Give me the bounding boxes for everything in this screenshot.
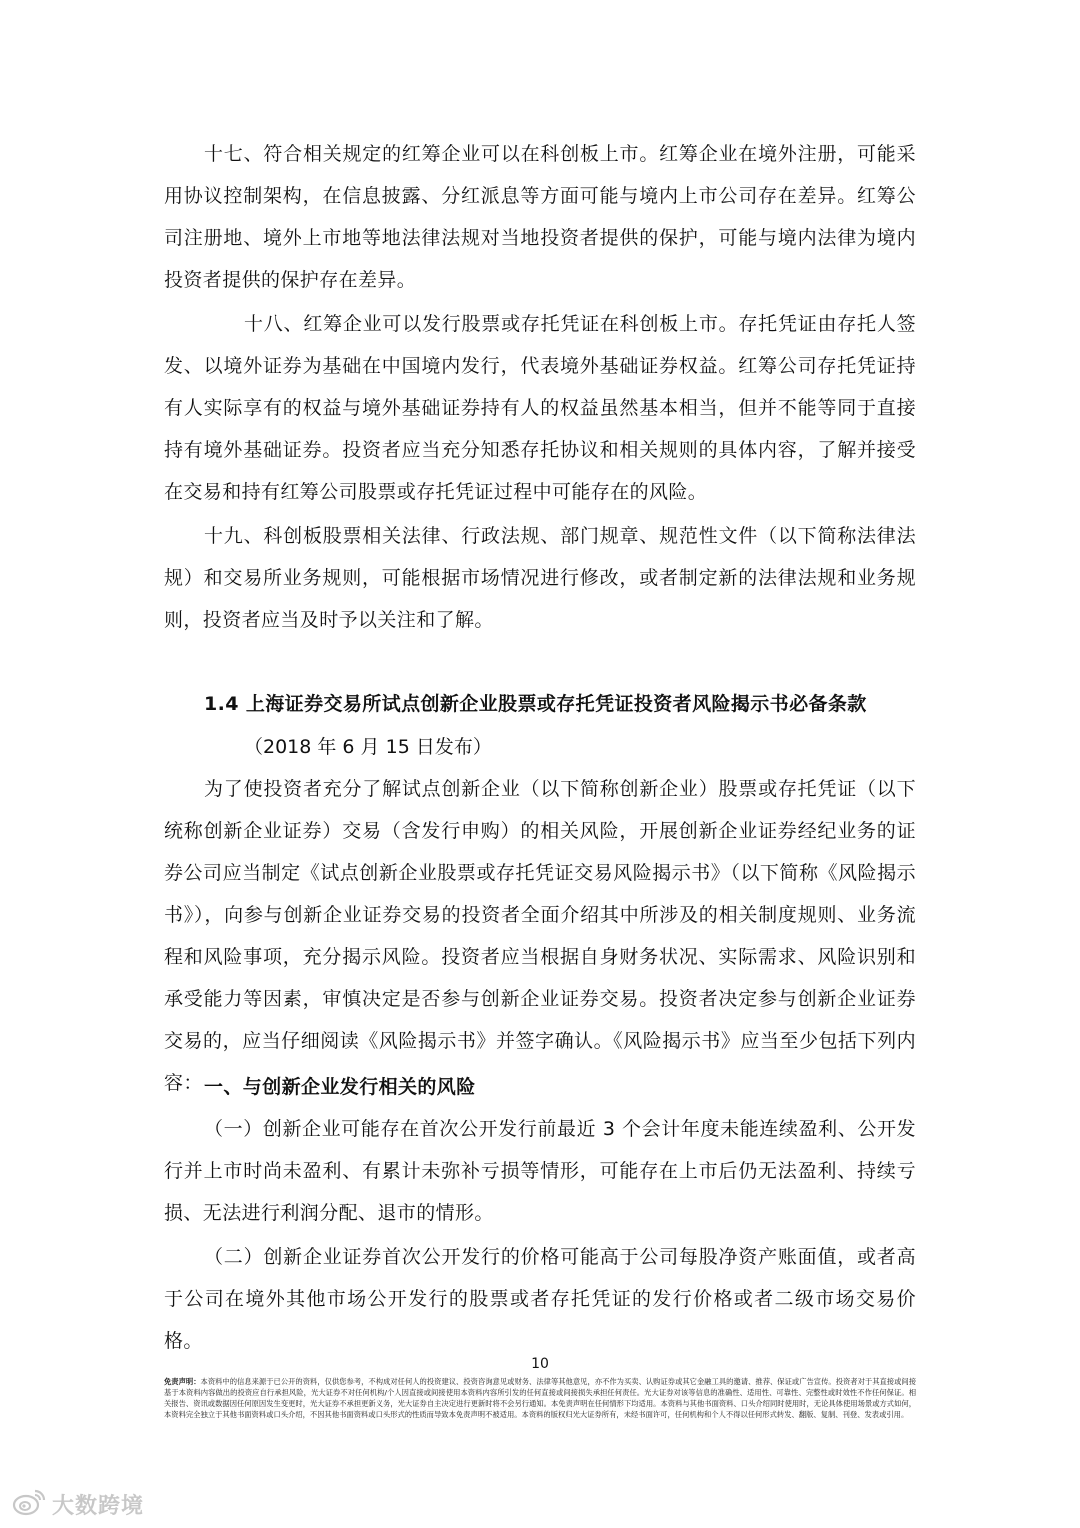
paragraph-17: 十七、符合相关规定的红筹企业可以在科创板上市。红筹企业在境外注册，可能采用协议控制架构，在信息披露、分红派息等方面可能与境内上市公司存在差异。红筹公司注册地、境外上市地等地法律法规对当地投资者提供的保护，可能与境内法律为境内投资者提供的保护存在差异。 — [164, 143, 916, 291]
weibo-logo-icon — [12, 1488, 46, 1520]
section-title: 1.4 上海证券交易所试点创新企业股票或存托凭证投资者风险揭示书必备条款 — [204, 693, 867, 715]
intro-paragraph: 为了使投资者充分了解试点创新企业（以下简称创新企业）股票或存托凭证（以下统称创新企业证券）交易（含发行申购）的相关风险，开展创新企业证券经纪业务的证券公司应当制定《试点创新企业股票或存托凭证交易风险揭示书》（以下简称《风险揭示书》），向参与创新企业证券交易的投资者全面介绍其中所涉及的相关制度规则、业务流程和风险事项，充分揭示风险。投资者应当根据自身财务状况、实际需求、风险识别和承受能力等因素，审慎决定是否参与创新企业证券交易。投资者决定参与创新企业证券交易的，应当仔细阅读《风险揭示书》并签字确认。《风险揭示书》应当至少包括下列内容： — [164, 778, 916, 1094]
watermark — [12, 1488, 144, 1520]
disclaimer — [164, 1376, 916, 1420]
watermark-text: 大数跨境 — [52, 1493, 145, 1519]
disclaimer-label: 免责声明： — [164, 1377, 201, 1386]
item-1: （一）创新企业可能存在首次公开发行前最近 3 个会计年度未能连续盈利、公开发行并上市时尚未盈利、有累计未弥补亏损等情形，可能存在上市后仍无法盈利、持续亏损、无法进行利润分配、退市的情形。 — [164, 1118, 916, 1224]
item-2: （二）创新企业证券首次公开发行的价格可能高于公司每股净资产账面值，或者高于公司在境外其他市场公开发行的股票或者存托凭证的发行价格或者二级市场交易价格。 — [164, 1246, 916, 1352]
subsection-title: 一、与创新企业发行相关的风险 — [204, 1076, 476, 1098]
paragraph-18: 十八、红筹企业可以发行股票或存托凭证在科创板上市。存托凭证由存托人签发、以境外证券为基础在中国境内发行，代表境外基础证券权益。红筹公司存托凭证持有人实际享有的权益与境外基础证券持有人的权益虽然基本相当，但并不能等同于直接持有境外基础证券。投资者应当充分知悉存托协议和相关规则的具体内容，了解并接受在交易和持有红筹公司股票或存托凭证过程中可能存在的风险。 — [164, 313, 916, 503]
paragraph-19: 十九、科创板股票相关法律、行政法规、部门规章、规范性文件（以下简称法律法规）和交易所业务规则，可能根据市场情况进行修改，或者制定新的法律法规和业务规则，投资者应当及时予以关注和了解。 — [164, 525, 916, 631]
page-number: 10 — [531, 1356, 549, 1372]
disclaimer-text: 本资料中的信息来源于已公开的资料，仅供您参考，不构成对任何人的投资建议、投资咨询意见或财务、法律等其他意见，亦不作为买卖、认购证券或其它金融工具的邀请、推荐、保证或广告宣传。投资者对于其直接或间接基于本资料内容做出的投资应自行承担风险，光大证券不对任何机构/个人因直接或间接使用本资料内容所引发的任何直接或间接损失承担任何责任。光大证券对该等信息的准确性、适用性、可靠性、完整性或时效性不作任何保证。相关报告、资讯或数据因任何原因发生变更时，光大证券不承担更新义务，光大证券自主决定进行更新时将不会另行通知。本免责声明在任何情形下均适用。本资料与其他书面资料、口头介绍同时使用时，无论具体使用场景或方式如何，本资料完全独立于其他书面资料或口头介绍，不因其他书面资料或口头形式的性质而导致本免责声明不被适用。本资料的版权归光大证券所有，未经书面许可，任何机构和个人不得以任何形式转发、翻版、复制、刊登、发表或引用。 — [164, 1377, 917, 1419]
section-date: （2018 年 6 月 15 日发布） — [244, 736, 492, 758]
